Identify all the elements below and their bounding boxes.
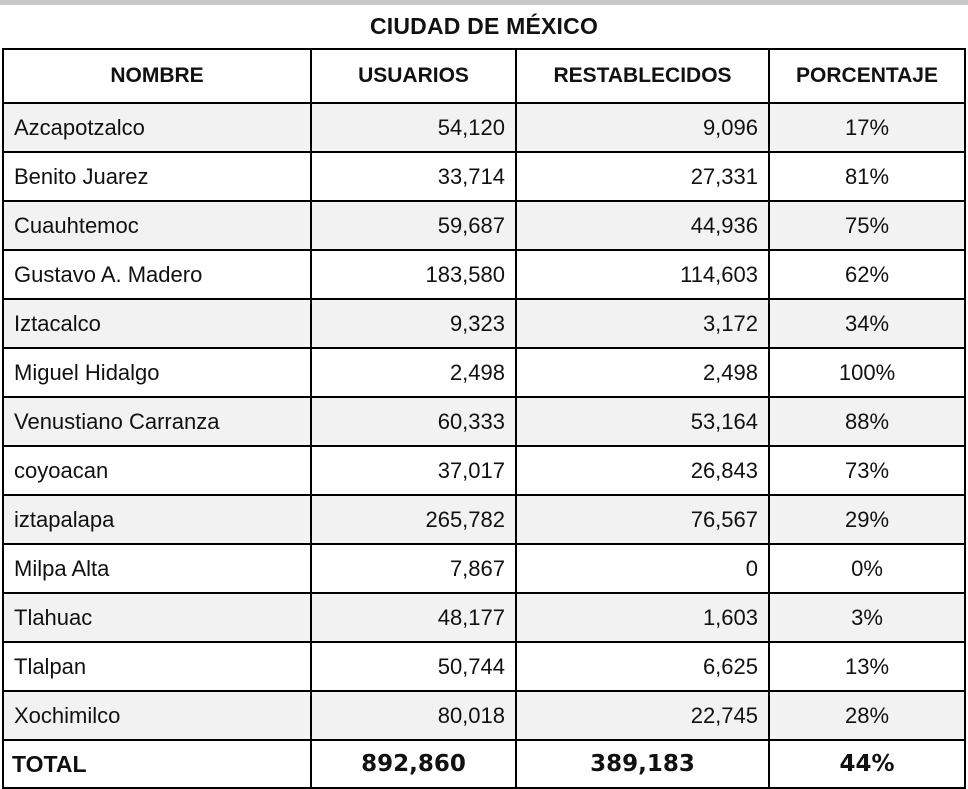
- table-row: [3, 495, 965, 544]
- column-header-usuarios: USUARIOS: [311, 49, 516, 103]
- cell-restablecidos: 27,331: [516, 152, 769, 201]
- cell-usuarios: 33,714: [311, 152, 516, 201]
- cell-usuarios: 48,177: [311, 593, 516, 642]
- total-usuarios: 892,860: [311, 740, 516, 788]
- cell-nombre: Azcapotzalco: [3, 103, 311, 152]
- cell-restablecidos: 26,843: [516, 446, 769, 495]
- total-porcentaje: 44%: [769, 740, 965, 788]
- table-row: [3, 593, 965, 642]
- cell-porcentaje: 0%: [769, 544, 965, 593]
- table-row: [3, 348, 965, 397]
- cell-nombre: Xochimilco: [3, 691, 311, 740]
- cell-porcentaje: 100%: [769, 348, 965, 397]
- table-row: [3, 201, 965, 250]
- table-row: [3, 397, 965, 446]
- cell-nombre: Benito Juarez: [3, 152, 311, 201]
- cell-restablecidos: 0: [516, 544, 769, 593]
- cell-porcentaje: 34%: [769, 299, 965, 348]
- total-restablecidos: 389,183: [516, 740, 769, 788]
- total-label: TOTAL: [3, 740, 311, 788]
- cell-nombre: Tlahuac: [3, 593, 311, 642]
- cell-usuarios: 80,018: [311, 691, 516, 740]
- cell-restablecidos: 114,603: [516, 250, 769, 299]
- cell-nombre: Miguel Hidalgo: [3, 348, 311, 397]
- cell-usuarios: 37,017: [311, 446, 516, 495]
- cell-usuarios: 265,782: [311, 495, 516, 544]
- cell-porcentaje: 3%: [769, 593, 965, 642]
- cell-nombre: Iztacalco: [3, 299, 311, 348]
- cell-porcentaje: 17%: [769, 103, 965, 152]
- table-row: [3, 691, 965, 740]
- cell-porcentaje: 29%: [769, 495, 965, 544]
- cell-porcentaje: 73%: [769, 446, 965, 495]
- cell-nombre: Tlalpan: [3, 642, 311, 691]
- cell-usuarios: 60,333: [311, 397, 516, 446]
- cell-porcentaje: 28%: [769, 691, 965, 740]
- cell-usuarios: 50,744: [311, 642, 516, 691]
- cell-usuarios: 7,867: [311, 544, 516, 593]
- column-header-porcentaje: PORCENTAJE: [769, 49, 965, 103]
- cell-usuarios: 54,120: [311, 103, 516, 152]
- total-row: [3, 740, 965, 788]
- table-row: [3, 299, 965, 348]
- cell-nombre: Milpa Alta: [3, 544, 311, 593]
- cell-usuarios: 183,580: [311, 250, 516, 299]
- column-header-nombre: NOMBRE: [3, 49, 311, 103]
- table-row: [3, 250, 965, 299]
- cell-restablecidos: 6,625: [516, 642, 769, 691]
- cell-porcentaje: 88%: [769, 397, 965, 446]
- cell-restablecidos: 76,567: [516, 495, 769, 544]
- cell-restablecidos: 22,745: [516, 691, 769, 740]
- header-row: [3, 49, 965, 103]
- table-row: [3, 152, 965, 201]
- cell-nombre: coyoacan: [3, 446, 311, 495]
- cell-usuarios: 2,498: [311, 348, 516, 397]
- cell-restablecidos: 2,498: [516, 348, 769, 397]
- cell-nombre: Gustavo A. Madero: [3, 250, 311, 299]
- table-row: [3, 446, 965, 495]
- table-row: [3, 642, 965, 691]
- cell-porcentaje: 62%: [769, 250, 965, 299]
- table-row: [3, 544, 965, 593]
- data-table: [2, 48, 966, 789]
- cell-usuarios: 9,323: [311, 299, 516, 348]
- cell-nombre: iztapalapa: [3, 495, 311, 544]
- cell-usuarios: 59,687: [311, 201, 516, 250]
- cell-nombre: Cuauhtemoc: [3, 201, 311, 250]
- cell-porcentaje: 13%: [769, 642, 965, 691]
- cell-restablecidos: 53,164: [516, 397, 769, 446]
- cell-restablecidos: 1,603: [516, 593, 769, 642]
- table-row: [3, 103, 965, 152]
- column-header-restablecidos: RESTABLECIDOS: [516, 49, 769, 103]
- page-title: CIUDAD DE MÉXICO: [369, 13, 599, 39]
- cell-porcentaje: 75%: [769, 201, 965, 250]
- cell-porcentaje: 81%: [769, 152, 965, 201]
- cell-restablecidos: 44,936: [516, 201, 769, 250]
- cell-nombre: Venustiano Carranza: [3, 397, 311, 446]
- cell-restablecidos: 3,172: [516, 299, 769, 348]
- cell-restablecidos: 9,096: [516, 103, 769, 152]
